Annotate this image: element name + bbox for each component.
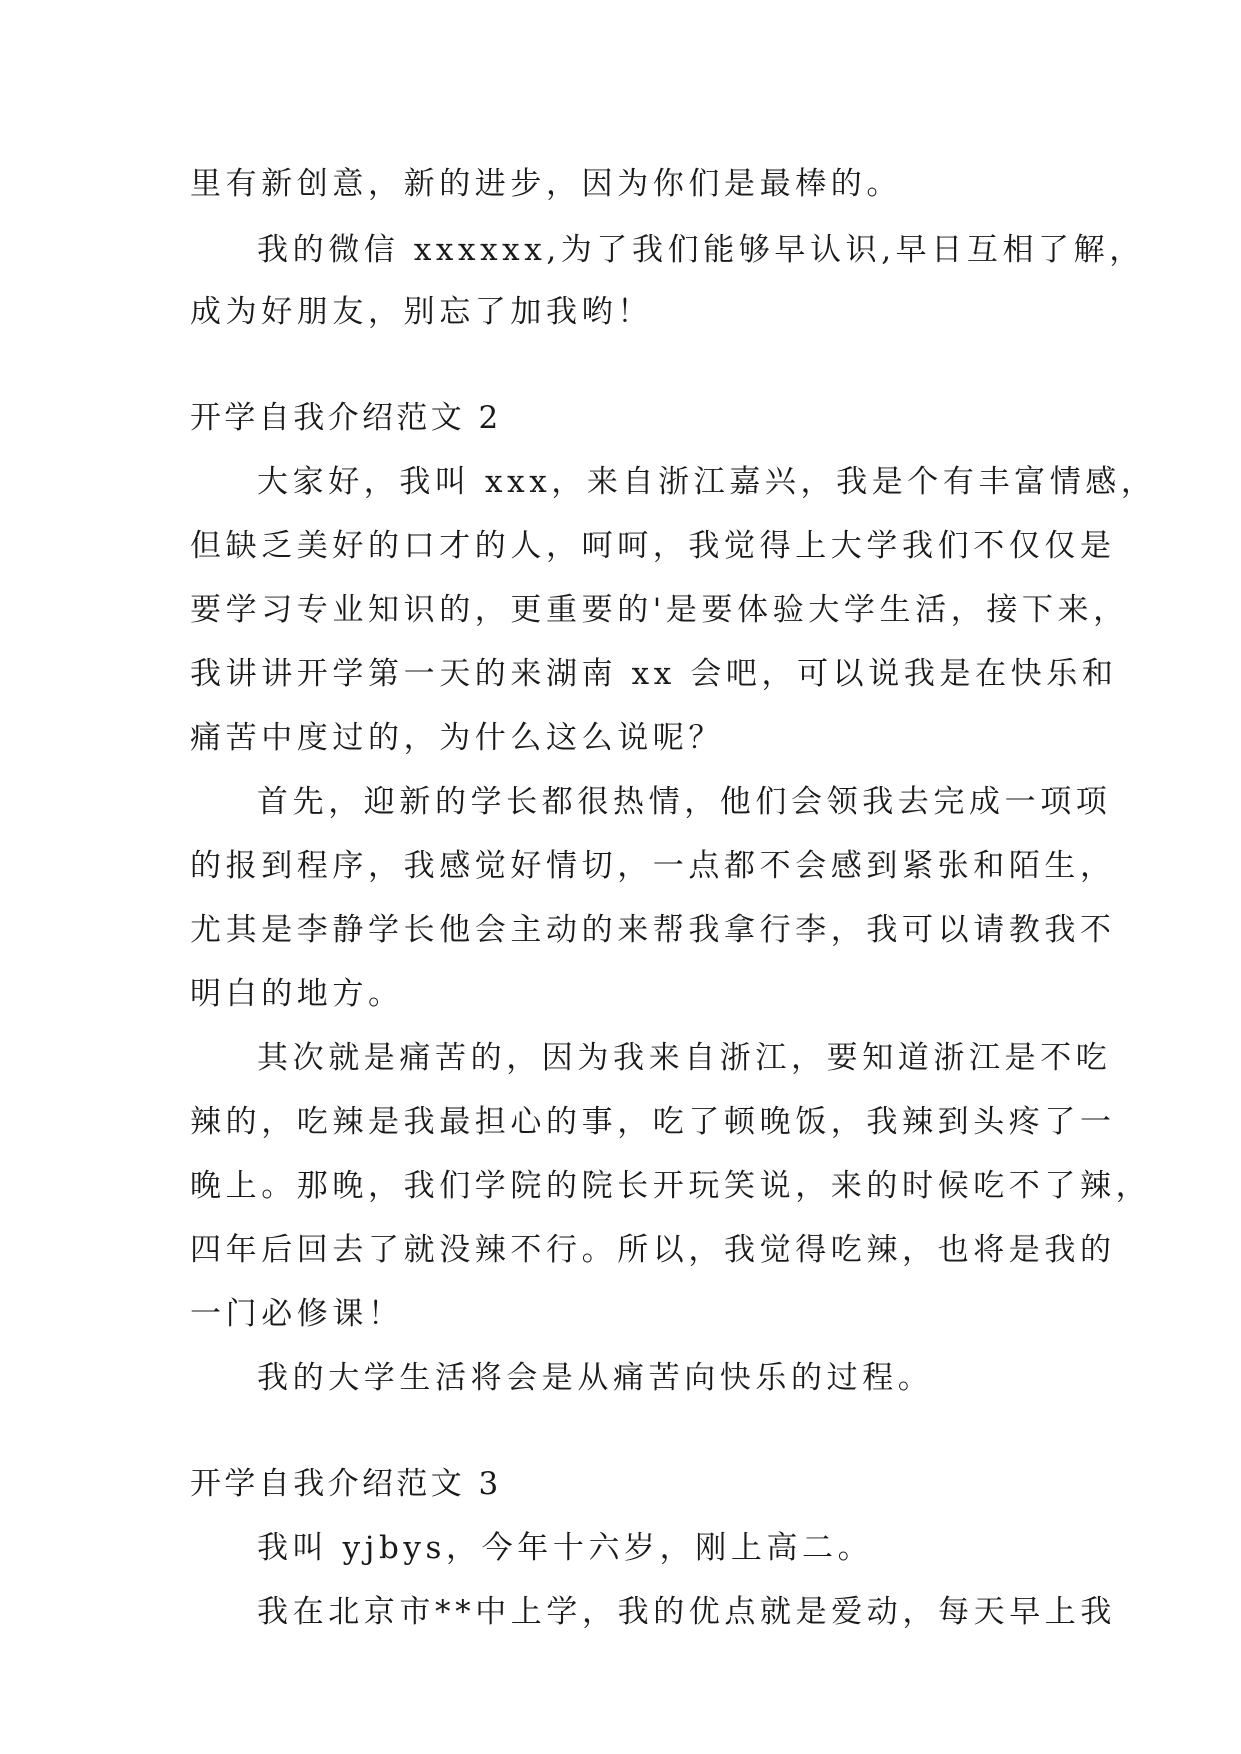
paragraph-line: 里有新创意，新的进步，因为你们是最棒的。 (190, 166, 902, 202)
paragraph-line: 晚上。那晚，我们学院的院长开玩笑说，来的时候吃不了辣， (190, 1168, 1152, 1204)
paragraph-line: 我叫 yjbys，今年十六岁，刚上高二。 (257, 1530, 874, 1566)
section-heading: 开学自我介绍范文 2 (190, 400, 502, 436)
paragraph-line: 明白的地方。 (190, 976, 404, 1012)
paragraph-line: 大家好，我叫 xxx，来自浙江嘉兴，我是个有丰富情感， (257, 464, 1157, 500)
paragraph-line: 其次就是痛苦的，因为我来自浙江，要知道浙江是不吃 (257, 1040, 1112, 1076)
paragraph-line: 一门必修课！ (190, 1296, 404, 1332)
paragraph-line: 痛苦中度过的，为什么这么说呢？ (190, 720, 724, 756)
paragraph-line: 我在北京市**中上学，我的优点就是爱动，每天早上我 (257, 1594, 1116, 1630)
paragraph-line: 尤其是李静学长他会主动的来帮我拿行李，我可以请教我不 (190, 912, 1116, 948)
paragraph-line: 首先，迎新的学长都很热情，他们会领我去完成一项项 (257, 784, 1112, 820)
paragraph-line: 我讲讲开学第一天的来湖南 xx 会吧，可以说我是在快乐和 (190, 656, 1118, 692)
paragraph-line: 我的大学生活将会是从痛苦向快乐的过程。 (257, 1360, 934, 1396)
paragraph-line: 成为好朋友，别忘了加我哟！ (190, 294, 653, 330)
paragraph-line: 四年后回去了就没辣不行。所以，我觉得吃辣，也将是我的 (190, 1232, 1116, 1268)
section-heading: 开学自我介绍范文 3 (190, 1466, 502, 1502)
paragraph-line: 要学习专业知识的，更重要的'是要体验大学生活，接下来， (190, 592, 1129, 628)
paragraph-line: 辣的，吃辣是我最担心的事，吃了顿晚饭，我辣到头疼了一 (190, 1104, 1116, 1140)
paragraph-line: 但缺乏美好的口才的人，呵呵，我觉得上大学我们不仅仅是 (190, 528, 1116, 564)
paragraph-line: 的报到程序，我感觉好情切，一点都不会感到紧张和陌生， (190, 848, 1116, 884)
paragraph-line: 我的微信 xxxxxx,为了我们能够早认识,早日互相了解， (257, 232, 1145, 268)
